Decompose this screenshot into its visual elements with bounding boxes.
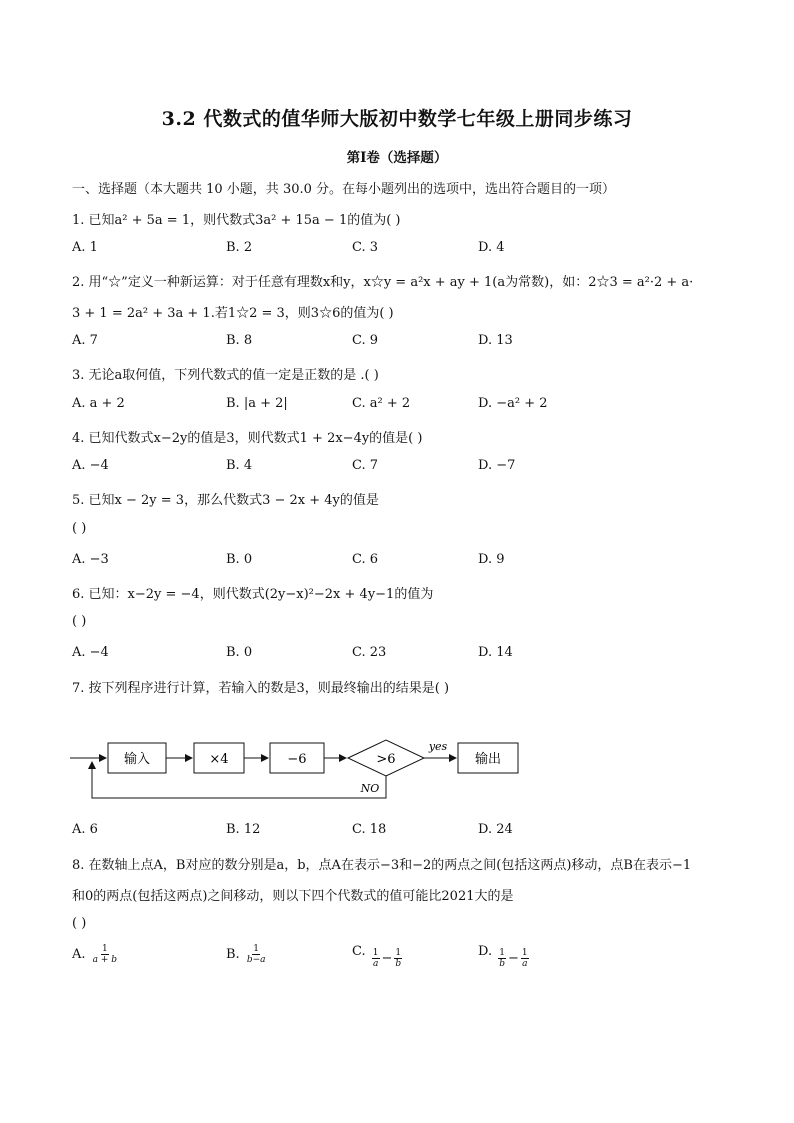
section-subtitle: 第I卷（选择题） xyxy=(346,150,448,166)
question-5-stem: 5. 已知x − 2y = 3，那么代数式3 − 2x + 4y的值是 xyxy=(72,493,379,508)
question-2-stem-line1: 2. 用“☆”定义一种新运算：对于任意有理数x和y，x☆y = a²x + ay + 1(a为常数)，如：2☆3 = a²·2 + a· xyxy=(72,275,694,290)
question-8-answer-blank: ( ) xyxy=(72,916,87,931)
q8-option-c[interactable] xyxy=(352,944,404,969)
question-8-stem-line1: 8. 在数轴上点A，B对应的数分别是a，b，点A在表示−3和−2的两点之间(包括这两点)移动，点B在表示−1 xyxy=(72,858,692,873)
q7-option-c[interactable]: C. 18 xyxy=(352,822,387,837)
fraction-denominator: a xyxy=(522,959,528,969)
flow-decision-label: >6 xyxy=(376,752,396,767)
fraction-numerator: 1 xyxy=(395,948,402,958)
fraction-numerator: 1 xyxy=(253,944,260,954)
section-heading: 一、选择题（本大题共 10 小题，共 30.0 分。在每小题列出的选项中，选出符合题目的一项） xyxy=(72,182,616,197)
fraction-numerator: 1 xyxy=(521,948,528,958)
q8-option-b-fraction xyxy=(246,944,267,965)
question-1-stem: 1. 已知a² + 5a = 1，则代数式3a² + 15a − 1的值为( ) xyxy=(72,213,401,228)
question-7-stem: 7. 按下列程序进行计算，若输入的数是3，则最终输出的结果是( ) xyxy=(72,681,450,696)
q8-option-c-letter: C. xyxy=(352,944,366,959)
q8-option-b-letter: B. xyxy=(226,947,240,962)
q8-option-a-letter: A. xyxy=(72,947,86,962)
q3-option-b[interactable]: B. |a + 2| xyxy=(226,396,288,411)
q1-option-a[interactable]: A. 1 xyxy=(72,240,98,255)
q5-option-b[interactable]: B. 0 xyxy=(226,552,253,567)
q1-option-b[interactable]: B. 2 xyxy=(226,240,253,255)
q8-option-a-fraction xyxy=(92,944,118,965)
flow-yes-label: yes xyxy=(428,740,448,753)
question-2-stem-line2: 3 + 1 = 2a² + 3a + 1.若1☆2 = 3，则3☆6的值为( ) xyxy=(72,306,394,321)
q8-option-a[interactable] xyxy=(72,944,120,965)
q6-option-b[interactable]: B. 0 xyxy=(226,645,253,660)
q5-option-a[interactable]: A. −3 xyxy=(72,552,109,567)
q2-option-c[interactable]: C. 9 xyxy=(352,333,379,348)
q2-option-a[interactable]: A. 7 xyxy=(72,333,98,348)
q3-option-c[interactable]: C. a² + 2 xyxy=(352,396,411,411)
fraction-denominator: b xyxy=(395,959,402,969)
flow-subtract-label: −6 xyxy=(287,752,307,767)
q5-option-d[interactable]: D. 9 xyxy=(478,552,505,567)
q4-option-a[interactable]: A. −4 xyxy=(72,458,109,473)
question-6-stem: 6. 已知：x−2y = −4，则代数式(2y−x)²−2x + 4y−1的值为 xyxy=(72,587,434,602)
q2-option-d[interactable]: D. 13 xyxy=(478,333,513,348)
minus-sign: − xyxy=(508,951,519,966)
fraction-numerator: 1 xyxy=(499,948,505,958)
question-6-answer-blank: ( ) xyxy=(72,614,87,629)
q1-option-d[interactable]: D. 4 xyxy=(478,240,505,255)
fraction-denominator: b−a xyxy=(246,955,266,965)
q8-option-d-fraction-1 xyxy=(498,948,506,969)
program-flowchart xyxy=(70,730,530,810)
q7-option-b[interactable]: B. 12 xyxy=(226,822,261,837)
question-5-answer-blank: ( ) xyxy=(72,521,87,536)
question-8-stem-line2: 和0的两点(包括这两点)之间移动，则以下四个代数式的值可能比2021大的是 xyxy=(72,889,514,904)
q4-option-c[interactable]: C. 7 xyxy=(352,458,379,473)
q8-option-c-fraction-1 xyxy=(372,948,380,969)
q8-option-c-fraction-2 xyxy=(394,948,402,969)
question-4-stem: 4. 已知代数式x−2y的值是3，则代数式1 + 2x−4y的值是( ) xyxy=(72,431,423,446)
fraction-numerator: 1 xyxy=(372,948,379,958)
fraction-numerator: 1 xyxy=(102,944,108,954)
flow-output-label: 输出 xyxy=(474,752,502,767)
fraction-denominator: a xyxy=(372,959,379,969)
q3-option-a[interactable]: A. a + 2 xyxy=(72,396,125,411)
q8-option-d[interactable] xyxy=(478,944,531,969)
q8-option-d-letter: D. xyxy=(478,944,493,959)
q4-option-b[interactable]: B. 4 xyxy=(226,458,253,473)
q7-option-a[interactable]: A. 6 xyxy=(72,822,98,837)
minus-sign: − xyxy=(381,951,393,966)
q8-option-b[interactable] xyxy=(226,944,269,965)
fraction-denominator: b xyxy=(499,959,505,969)
flow-input-label: 输入 xyxy=(123,752,151,767)
q8-option-d-fraction-2 xyxy=(521,948,529,969)
q5-option-c[interactable]: C. 6 xyxy=(352,552,379,567)
q7-option-d[interactable]: D. 24 xyxy=(478,822,513,837)
q6-option-d[interactable]: D. 14 xyxy=(478,645,513,660)
q2-option-b[interactable]: B. 8 xyxy=(226,333,253,348)
q1-option-c[interactable]: C. 3 xyxy=(352,240,379,255)
page-title: 3.2 代数式的值华师大版初中数学七年级上册同步练习 xyxy=(161,108,633,130)
q3-option-d[interactable]: D. −a² + 2 xyxy=(478,396,548,411)
q4-option-d[interactable]: D. −7 xyxy=(478,458,516,473)
q6-option-a[interactable]: A. −4 xyxy=(72,645,109,660)
fraction-denominator: a + b xyxy=(92,955,118,965)
question-3-stem: 3. 无论a取何值，下列代数式的值一定是正数的是 .( ) xyxy=(72,368,379,383)
flow-no-label: NO xyxy=(360,782,380,795)
q6-option-c[interactable]: C. 23 xyxy=(352,645,387,660)
flow-multiply-label: ×4 xyxy=(209,752,229,767)
